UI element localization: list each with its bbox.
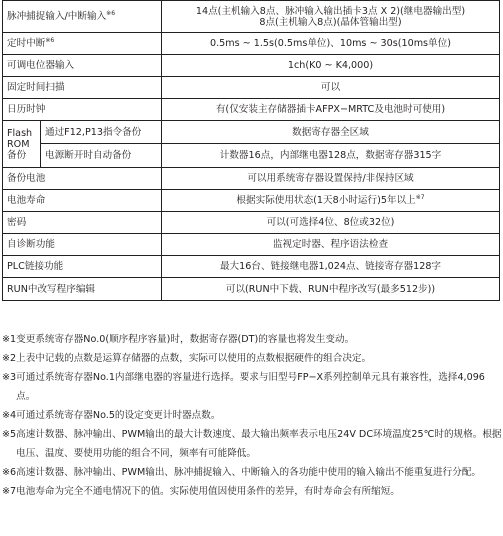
table-row: [3, 99, 500, 121]
row-value-calendar: 有(仅安装主存储器插卡AFPX−MRTC及电池时可使用): [162, 99, 500, 121]
row-value-password: 可以(可选择4位、8位或32位): [162, 212, 500, 234]
footnote-text: 高速计数器、脉冲输出、PWM输出、脉冲捕捉输入、中断输入的各功能中使用的输入输出不能重复进行分配。: [16, 467, 482, 478]
table-row: [3, 144, 500, 168]
footnote: [2, 406, 502, 425]
row-value-backup-battery: 可以用系统寄存器设置保持/非保持区域: [162, 168, 500, 190]
table-row: [3, 168, 500, 190]
table-row: [3, 190, 500, 212]
footnote-text: 电池寿命为完全不通电情况下的值。实际使用值因使用条件的差异，有时寿命会有所缩短。: [16, 486, 400, 497]
footnote-text: 高速计数器、脉冲输出、PWM输出的最大计数速度、最大输出频率表示电压24V DC环境温度25℃时的规格。根据电压、温度、要使用功能的组合不同，频率有可能降低。: [16, 429, 502, 459]
footnote-mark: ※4: [2, 410, 17, 421]
row-label-backup-battery: 备份电池: [3, 168, 162, 190]
row-label-potentiometer: 可调电位器输入: [3, 55, 162, 77]
footnote-text: 上表中记载的点数是运算存储器的点数，实际可以使用的点数根据硬件的组合决定。: [16, 353, 372, 364]
footnote-text: 变更系统寄存器No.0(顺序程序容量)时，数据寄存器(DT)的容量也将发生变动。: [16, 334, 355, 345]
footnote-mark: ※6: [2, 467, 17, 478]
footnote: [2, 463, 502, 482]
table-row: [3, 278, 500, 301]
row-label-plc-link: PLC链接功能: [3, 256, 162, 278]
footnote-text: 可通过系统寄存器No.1内部继电器的容量进行选择。要求与旧型号FP−X系列控制单元具有兼容性，选择4,096点。: [16, 372, 485, 402]
footnote-mark: ※2: [2, 353, 17, 364]
table-row: [3, 77, 500, 99]
row-value-timer-interrupt: 0.5ms ~ 1.5s(0.5ms单位)、10ms ~ 30s(10ms单位): [162, 33, 500, 55]
footnote: [2, 330, 502, 349]
row-value-fixed-scan: 可以: [162, 77, 500, 99]
table-row: [3, 256, 500, 278]
row-value-self-diagnosis: 监视定时器、程序语法检查: [162, 234, 500, 256]
row-value-pulse-capture: 14点(主机输入8点、脉冲输入输出插卡3点 X 2)(继电器输出型) 8点(主机输入8点)(晶体管输出型): [162, 1, 500, 33]
footnote-text: 可通过系统寄存器No.5的设定变更计时器点数。: [16, 410, 221, 421]
table-row: [3, 1, 500, 33]
row-value-battery-life: 根据实际使用状态(1天8小时运行)5年以上$^{※7}$: [162, 190, 500, 212]
table-row: [3, 212, 500, 234]
footnote-mark: ※3: [2, 372, 17, 383]
footnote-mark: ※7: [2, 486, 17, 497]
flash-rom-backup-label: Flash ROM 备份: [3, 121, 41, 168]
footnote: [2, 425, 502, 463]
footnote: [2, 368, 502, 406]
backup-by-instruction-label: 通过F12,P13指令备份: [41, 121, 162, 144]
auto-backup-label: 电源断开时自动备份: [41, 144, 162, 168]
row-label-calendar: 日历时钟: [3, 99, 162, 121]
footnote-mark: ※1: [2, 334, 17, 345]
table-row: [3, 33, 500, 55]
row-label-password: 密码: [3, 212, 162, 234]
row-label-run-edit: RUN中改写程序编辑: [3, 278, 162, 301]
backup-by-instruction-value: 数据寄存器全区域: [162, 121, 500, 144]
row-label-fixed-scan: 固定时间扫描: [3, 77, 162, 99]
table-row: [3, 55, 500, 77]
spec-table: [2, 0, 500, 301]
footnote: [2, 349, 502, 368]
table-row: [3, 121, 500, 144]
auto-backup-value: 计数器16点，内部继电器128点，数据寄存器315字: [162, 144, 500, 168]
row-label-pulse-capture: 脉冲捕捉输入/中断输入$^{※6}$: [3, 1, 162, 33]
footnote-mark: ※5: [2, 429, 17, 440]
footnote: [2, 482, 502, 501]
row-value-potentiometer: 1ch(K0 ~ K4,000): [162, 55, 500, 77]
row-value-run-edit: 可以(RUN中下载、RUN中程序改写(最多512步)): [162, 278, 500, 301]
row-label-self-diagnosis: 自诊断功能: [3, 234, 162, 256]
footnotes: [2, 330, 502, 501]
row-label-timer-interrupt: 定时中断$^{※6}$: [3, 33, 162, 55]
table-row: [3, 234, 500, 256]
row-label-battery-life: 电池寿命: [3, 190, 162, 212]
row-value-plc-link: 最大16台、链接继电器1,024点、链接寄存器128字: [162, 256, 500, 278]
